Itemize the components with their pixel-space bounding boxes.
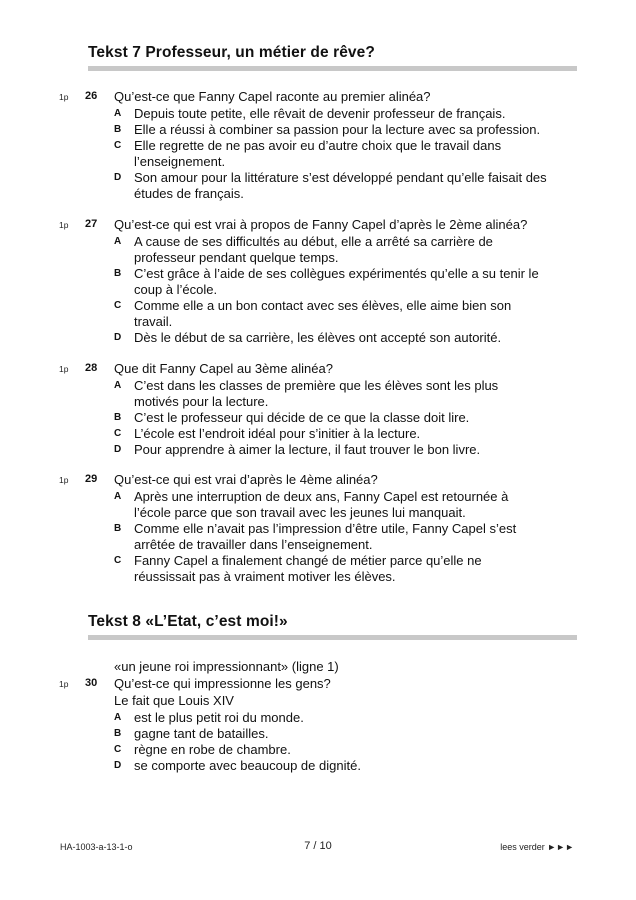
option-letter: D: [114, 760, 122, 771]
section-divider: [88, 66, 577, 71]
question-number: 29: [85, 473, 98, 485]
answer-option: [0, 758, 636, 774]
option-text: C’est grâce à l’aide de ses collègues expérimentés qu’elle a su tenir le coup à l’école.: [134, 266, 539, 297]
document-code: HA-1003-a-13-1-o: [60, 842, 133, 852]
question-26: [0, 89, 636, 202]
answer-option: [0, 170, 636, 202]
option-letter: A: [114, 380, 122, 391]
option-text: Comme elle a un bon contact avec ses élèves, elle aime bien son travail.: [134, 298, 512, 329]
question-stem: Qu’est-ce que Fanny Capel raconte au premier alinéa?: [114, 89, 431, 104]
option-letter: C: [114, 140, 122, 151]
continue-note: lees verder ►►►: [500, 842, 574, 852]
option-letter: A: [114, 236, 122, 247]
option-letter: B: [114, 268, 122, 279]
answer-option: [0, 710, 636, 726]
question-30: [0, 659, 636, 774]
answer-option: [0, 122, 636, 138]
option-letter: A: [114, 491, 122, 502]
question-28: [0, 361, 636, 458]
option-letter: A: [114, 712, 122, 723]
answer-option: [0, 553, 636, 585]
question-stem: Qu’est-ce qui est vrai à propos de Fanny Capel d’après le 2ème alinéa?: [114, 217, 528, 232]
option-text: est le plus petit roi du monde.: [134, 710, 304, 725]
answer-option: [0, 266, 636, 298]
option-text: Comme elle n’avait pas l’impression d’être utile, Fanny Capel s’est arrêtée de travailler dans l’enseignement.: [134, 521, 517, 552]
option-text: règne en robe de chambre.: [134, 742, 291, 757]
question-number: 26: [85, 90, 98, 102]
option-text: C’est dans les classes de première que les élèves sont les plus motivés pour la lecture.: [134, 378, 499, 409]
question-number: 28: [85, 362, 98, 374]
option-text: Depuis toute petite, elle rêvait de devenir professeur de français.: [134, 106, 506, 121]
section-divider: [88, 635, 577, 640]
option-letter: B: [114, 124, 122, 135]
option-text: Elle regrette de ne pas avoir eu d’autre choix que le travail dans l’enseignement.: [134, 138, 502, 169]
answer-option: [0, 426, 636, 442]
option-text: L’école est l’endroit idéal pour s’initier à la lecture.: [134, 426, 421, 441]
option-letter: C: [114, 428, 122, 439]
section-title-tekst8: Tekst 8 «L’Etat, c’est moi!»: [88, 613, 288, 630]
question-points: 1p: [59, 364, 69, 374]
option-letter: A: [114, 108, 122, 119]
question-29: [0, 472, 636, 585]
option-text: Dès le début de sa carrière, les élèves ont accepté son autorité.: [134, 330, 502, 345]
option-text: gagne tant de batailles.: [134, 726, 269, 741]
option-letter: C: [114, 555, 122, 566]
question-stem: Que dit Fanny Capel au 3ème alinéa?: [114, 361, 333, 376]
answer-option: [0, 138, 636, 170]
option-text: C’est le professeur qui décide de ce que la classe doit lire.: [134, 410, 470, 425]
option-text: Elle a réussi à combiner sa passion pour la lecture avec sa profession.: [134, 122, 541, 137]
option-letter: C: [114, 744, 122, 755]
question-stem: Qu’est-ce qui est vrai d’après le 4ème alinéa?: [114, 472, 378, 487]
question-number: 30: [85, 677, 98, 689]
answer-option: [0, 234, 636, 266]
question-lead: Le fait que Louis XIV: [114, 693, 234, 708]
option-letter: D: [114, 172, 122, 183]
question-points: 1p: [59, 220, 69, 230]
question-points: 1p: [59, 92, 69, 102]
answer-option: [0, 106, 636, 122]
answer-option: [0, 330, 636, 346]
page-number: 7 / 10: [304, 840, 332, 852]
section-title-tekst7: Tekst 7 Professeur, un métier de rêve?: [88, 44, 375, 61]
option-text: A cause de ses difficultés au début, elle a arrêté sa carrière de professeur pendant quelque temps.: [134, 234, 493, 265]
option-letter: C: [114, 300, 122, 311]
option-text: se comporte avec beaucoup de dignité.: [134, 758, 361, 773]
question-stem: Qu’est-ce qui impressionne les gens?: [114, 676, 331, 691]
option-letter: B: [114, 412, 122, 423]
question-number: 27: [85, 218, 98, 230]
option-text: Fanny Capel a finalement changé de métier parce qu’elle ne réussissait pas à vraiment motiver les élèves.: [134, 553, 482, 584]
answer-option: [0, 298, 636, 330]
option-text: Son amour pour la littérature s’est développé pendant qu’elle faisait des études de français.: [134, 170, 547, 201]
answer-option: [0, 378, 636, 410]
option-letter: D: [114, 444, 122, 455]
answer-option: [0, 742, 636, 758]
option-text: Pour apprendre à aimer la lecture, il faut trouver le bon livre.: [134, 442, 481, 457]
question-quote: «un jeune roi impressionnant» (ligne 1): [114, 659, 339, 674]
question-27: [0, 217, 636, 346]
answer-option: [0, 726, 636, 742]
answer-option: [0, 442, 636, 458]
option-letter: B: [114, 728, 122, 739]
question-points: 1p: [59, 679, 69, 689]
option-letter: D: [114, 332, 122, 343]
option-text: Après une interruption de deux ans, Fanny Capel est retournée à l’école parce que son travail avec les jeunes lui manquait.: [134, 489, 509, 520]
question-points: 1p: [59, 475, 69, 485]
answer-option: [0, 410, 636, 426]
answer-option: [0, 521, 636, 553]
answer-option: [0, 489, 636, 521]
option-letter: B: [114, 523, 122, 534]
